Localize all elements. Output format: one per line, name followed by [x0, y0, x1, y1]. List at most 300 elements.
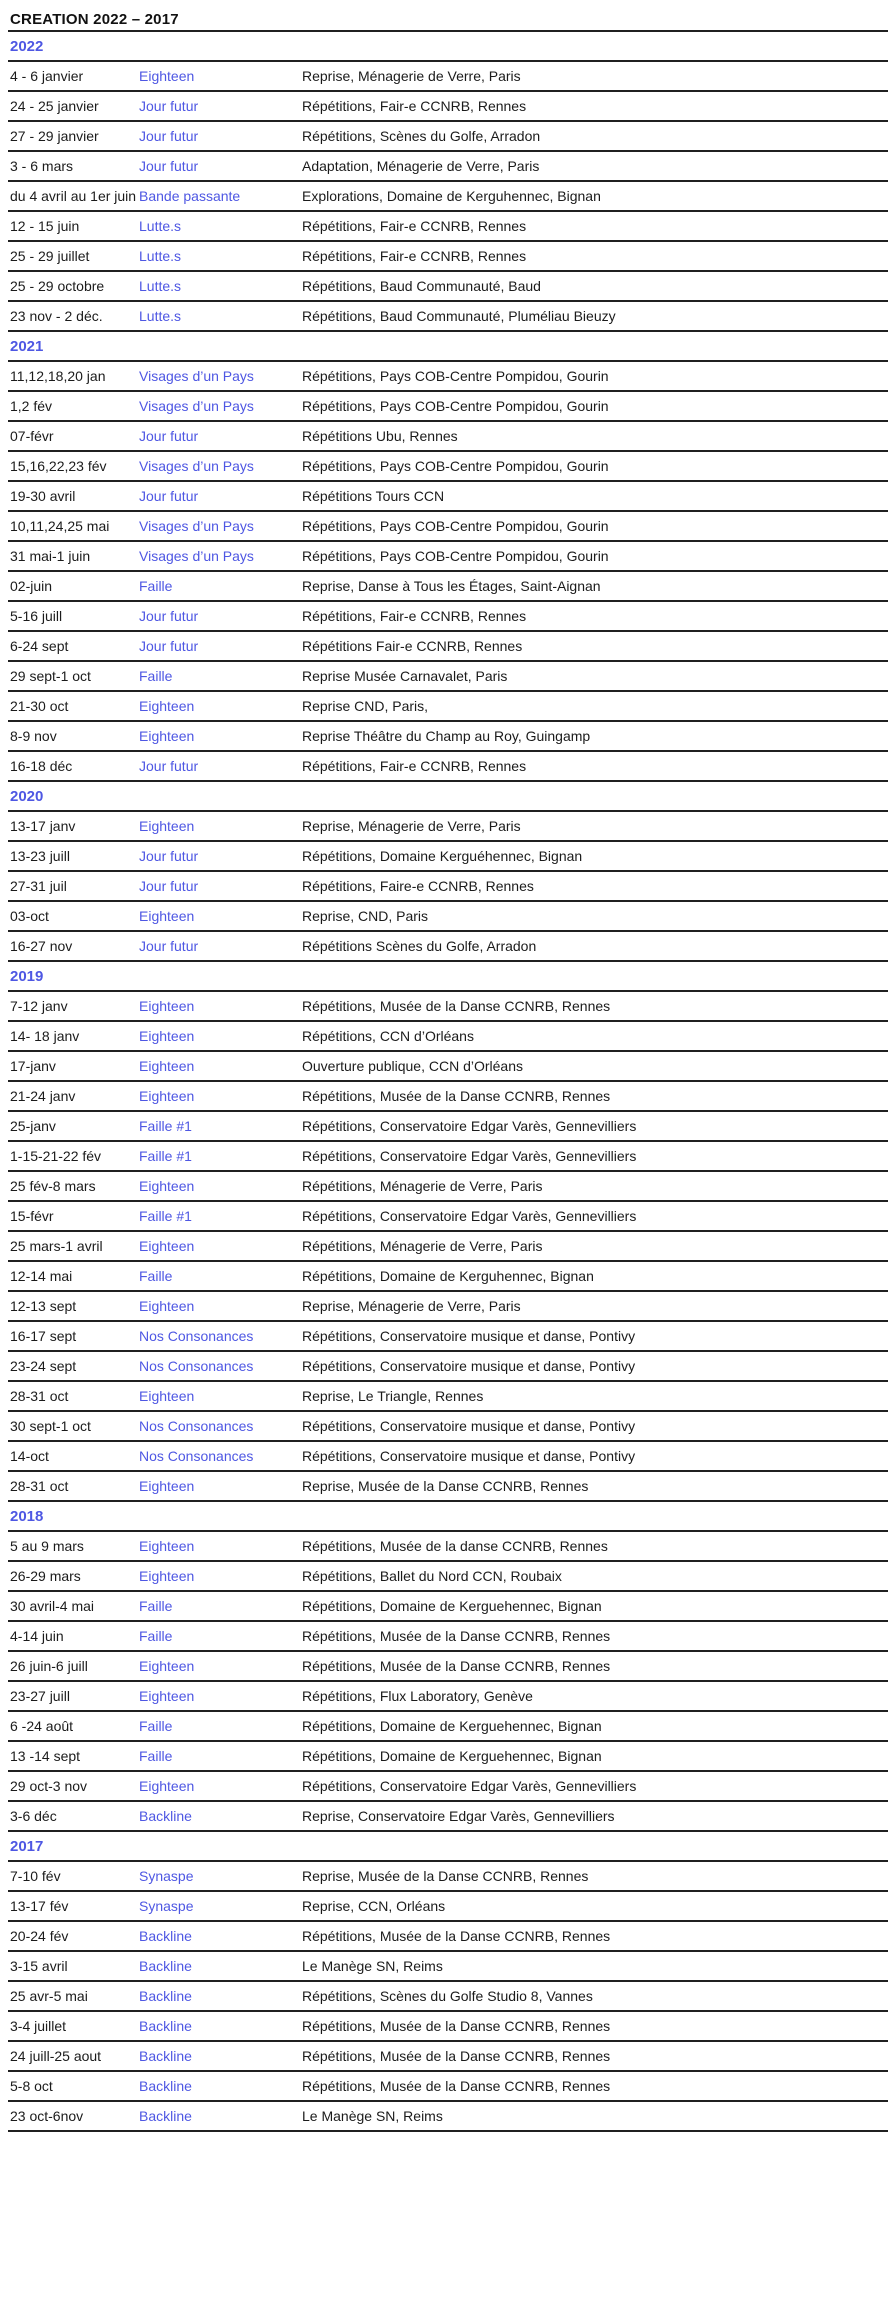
- event-date: 23-27 juill: [10, 1688, 70, 1704]
- event-description: Reprise, Ménagerie de Verre, Paris: [302, 68, 521, 84]
- event-project-cell: [139, 848, 302, 864]
- project-link[interactable]: Jour futur: [139, 488, 199, 504]
- project-link[interactable]: Jour futur: [139, 938, 199, 954]
- event-description: Reprise, Le Triangle, Rennes: [302, 1388, 484, 1404]
- table-row: [8, 122, 888, 152]
- event-date: 23 oct-6nov: [10, 2108, 84, 2124]
- project-link[interactable]: Faille: [139, 1268, 173, 1284]
- table-row: [8, 92, 888, 122]
- event-date: 4 - 6 janvier: [10, 68, 84, 84]
- project-link[interactable]: Visages d’un Pays: [139, 548, 254, 564]
- project-link[interactable]: Eighteen: [139, 1568, 195, 1584]
- event-description: Répétitions, CCN d’Orléans: [302, 1028, 474, 1044]
- project-link[interactable]: Backline: [139, 1958, 192, 1974]
- event-date: 27 - 29 janvier: [10, 128, 99, 144]
- event-date: 02-juin: [10, 578, 53, 594]
- table-row: [8, 1022, 888, 1052]
- project-link[interactable]: Visages d’un Pays: [139, 398, 254, 414]
- project-link[interactable]: Nos Consonances: [139, 1328, 254, 1344]
- table-row: [8, 1412, 888, 1442]
- event-description: Répétitions, Fair-e CCNRB, Rennes: [302, 98, 527, 114]
- table-row: [8, 1472, 888, 1502]
- event-description: Répétitions, Conservatoire Edgar Varès, Gennevilliers: [302, 1118, 637, 1134]
- event-date: 10,11,24,25 mai: [10, 518, 110, 534]
- event-description: Répétitions, Musée de la danse CCNRB, Rennes: [302, 1538, 608, 1554]
- event-date: 23 nov - 2 déc.: [10, 308, 103, 324]
- project-link[interactable]: Lutte.s: [139, 218, 182, 234]
- project-link[interactable]: Lutte.s: [139, 248, 182, 264]
- event-date: 12 - 15 juin: [10, 218, 80, 234]
- event-description: Répétitions, Ménagerie de Verre, Paris: [302, 1238, 543, 1254]
- project-link[interactable]: Backline: [139, 1988, 192, 2004]
- event-project-cell: [139, 1718, 302, 1734]
- project-link[interactable]: Faille: [139, 668, 173, 684]
- event-project-cell: [139, 668, 302, 684]
- event-project-cell: [139, 1478, 302, 1494]
- event-project-cell: [139, 368, 302, 384]
- event-date: 12-14 mai: [10, 1268, 73, 1284]
- project-link[interactable]: Visages d’un Pays: [139, 368, 254, 384]
- event-description: Répétitions, Domaine de Kerguehennec, Bignan: [302, 1748, 602, 1764]
- event-project-cell: [139, 818, 302, 834]
- event-date: 26-29 mars: [10, 1568, 81, 1584]
- event-description: Répétitions, Ménagerie de Verre, Paris: [302, 1178, 543, 1194]
- project-link[interactable]: Eighteen: [139, 908, 195, 924]
- event-description: Répétitions, Conservatoire Edgar Varès, Gennevilliers: [302, 1778, 637, 1794]
- event-date: 6-24 sept: [10, 638, 69, 654]
- event-date: 11,12,18,20 jan: [10, 368, 106, 384]
- event-description: Reprise, Musée de la Danse CCNRB, Rennes: [302, 1868, 589, 1884]
- event-date: 25-janv: [10, 1118, 56, 1134]
- table-row: [8, 1532, 888, 1562]
- event-description: Répétitions, Pays COB-Centre Pompidou, Gourin: [302, 368, 609, 384]
- event-project-cell: [139, 1898, 302, 1914]
- year-header: 2018: [8, 1502, 888, 1532]
- project-link[interactable]: Jour futur: [139, 638, 199, 654]
- project-link[interactable]: Nos Consonances: [139, 1418, 254, 1434]
- event-description: Reprise Théâtre du Champ au Roy, Guingamp: [302, 728, 591, 744]
- project-link[interactable]: Lutte.s: [139, 308, 182, 324]
- project-link[interactable]: Backline: [139, 2018, 192, 2034]
- event-project-cell: [139, 698, 302, 714]
- event-project-cell: [139, 1298, 302, 1314]
- event-date: 26 juin-6 juill: [10, 1658, 88, 1674]
- table-row: [8, 2012, 888, 2042]
- table-row: [8, 1802, 888, 1832]
- event-description: Répétitions, Domaine de Kerguehennec, Bignan: [302, 1718, 602, 1734]
- event-project-cell: [139, 608, 302, 624]
- project-link[interactable]: Eighteen: [139, 1028, 195, 1044]
- event-date: 3-15 avril: [10, 1958, 68, 1974]
- event-project-cell: [139, 1688, 302, 1704]
- table-row: [8, 1322, 888, 1352]
- event-date: 15-févr: [10, 1208, 54, 1224]
- table-row: [8, 482, 888, 512]
- page-title: CREATION 2022 – 2017: [8, 8, 888, 32]
- event-date: 8-9 nov: [10, 728, 57, 744]
- project-link[interactable]: Eighteen: [139, 698, 195, 714]
- table-row: [8, 302, 888, 332]
- event-project-cell: [139, 1058, 302, 1074]
- table-row: [8, 1682, 888, 1712]
- event-project-cell: [139, 248, 302, 264]
- table-row: [8, 752, 888, 782]
- event-description: Adaptation, Ménagerie de Verre, Paris: [302, 158, 540, 174]
- event-project-cell: [139, 1958, 302, 1974]
- table-row: [8, 362, 888, 392]
- event-date: 30 sept-1 oct: [10, 1418, 91, 1434]
- event-date: 3 - 6 mars: [10, 158, 74, 174]
- event-date: 29 oct-3 nov: [10, 1778, 88, 1794]
- event-description: Répétitions, Pays COB-Centre Pompidou, Gourin: [302, 548, 609, 564]
- project-link[interactable]: Eighteen: [139, 1658, 195, 1674]
- project-link[interactable]: Backline: [139, 1928, 192, 1944]
- table-row: [8, 1112, 888, 1142]
- event-description: Répétitions, Baud Communauté, Baud: [302, 278, 541, 294]
- project-link[interactable]: Faille: [139, 578, 173, 594]
- event-project-cell: [139, 1568, 302, 1584]
- event-description: Répétitions, Domaine de Kerguehennec, Bignan: [302, 1598, 602, 1614]
- event-description: Répétitions, Musée de la Danse CCNRB, Rennes: [302, 1628, 611, 1644]
- event-date: 25 - 29 octobre: [10, 278, 105, 294]
- project-link[interactable]: Visages d’un Pays: [139, 518, 254, 534]
- project-link[interactable]: Eighteen: [139, 818, 195, 834]
- event-project-cell: [139, 1388, 302, 1404]
- event-project-cell: [139, 458, 302, 474]
- event-project-cell: [139, 1748, 302, 1764]
- table-row: [8, 1382, 888, 1412]
- event-date: 25 fév-8 mars: [10, 1178, 96, 1194]
- event-date: 5-16 juill: [10, 608, 63, 624]
- event-project-cell: [139, 2078, 302, 2094]
- table-row: [8, 572, 888, 602]
- event-description: Répétitions, Musée de la Danse CCNRB, Rennes: [302, 1928, 611, 1944]
- event-project-cell: [139, 1118, 302, 1134]
- event-project-cell: [139, 1328, 302, 1344]
- project-link[interactable]: Faille: [139, 1598, 173, 1614]
- project-link[interactable]: Eighteen: [139, 1178, 195, 1194]
- event-description: Répétitions Tours CCN: [302, 488, 445, 504]
- event-project-cell: [139, 938, 302, 954]
- event-description: Reprise, Ménagerie de Verre, Paris: [302, 818, 521, 834]
- project-link[interactable]: Faille: [139, 1628, 173, 1644]
- project-link[interactable]: Eighteen: [139, 728, 195, 744]
- event-description: Répétitions, Musée de la Danse CCNRB, Rennes: [302, 2018, 611, 2034]
- event-date: 16-27 nov: [10, 938, 73, 954]
- event-date: 7-10 fév: [10, 1868, 61, 1884]
- event-project-cell: [139, 1868, 302, 1884]
- event-description: Ouverture publique, CCN d’Orléans: [302, 1058, 523, 1074]
- event-project-cell: [139, 1628, 302, 1644]
- project-link[interactable]: Jour futur: [139, 878, 199, 894]
- table-row: [8, 902, 888, 932]
- table-row: [8, 1862, 888, 1892]
- project-link[interactable]: Eighteen: [139, 1538, 195, 1554]
- table-row: [8, 632, 888, 662]
- event-description: Répétitions, Domaine de Kerguhennec, Bignan: [302, 1268, 594, 1284]
- event-date: 31 mai-1 juin: [10, 548, 91, 564]
- table-row: [8, 1172, 888, 1202]
- project-link[interactable]: Eighteen: [139, 998, 195, 1014]
- event-date: 27-31 juil: [10, 878, 67, 894]
- event-description: Répétitions, Musée de la Danse CCNRB, Rennes: [302, 1088, 611, 1104]
- event-project-cell: [139, 1808, 302, 1824]
- year-header: 2021: [8, 332, 888, 362]
- table-row: [8, 272, 888, 302]
- event-project-cell: [139, 2018, 302, 2034]
- event-project-cell: [139, 1448, 302, 1464]
- event-description: Répétitions, Fair-e CCNRB, Rennes: [302, 218, 527, 234]
- event-date: 19-30 avril: [10, 488, 76, 504]
- project-link[interactable]: Faille: [139, 1748, 173, 1764]
- event-description: Répétitions, Scènes du Golfe, Arradon: [302, 128, 541, 144]
- table-row: [8, 152, 888, 182]
- project-link[interactable]: Eighteen: [139, 1778, 195, 1794]
- event-date: 3-4 juillet: [10, 2018, 67, 2034]
- event-project-cell: [139, 1988, 302, 2004]
- event-project-cell: [139, 1088, 302, 1104]
- event-date: 28-31 oct: [10, 1388, 69, 1404]
- event-project-cell: [139, 2108, 302, 2124]
- event-project-cell: [139, 308, 302, 324]
- table-row: [8, 1292, 888, 1322]
- project-link[interactable]: Backline: [139, 2048, 192, 2064]
- event-description: Répétitions, Musée de la Danse CCNRB, Rennes: [302, 2048, 611, 2064]
- event-date: du 4 avril au 1er juin: [10, 188, 137, 204]
- table-row: [8, 932, 888, 962]
- event-description: Répétitions, Fair-e CCNRB, Rennes: [302, 248, 527, 264]
- project-link[interactable]: Jour futur: [139, 158, 199, 174]
- schedule-table: [8, 32, 888, 2132]
- event-project-cell: [139, 578, 302, 594]
- event-description: Répétitions, Faire-e CCNRB, Rennes: [302, 878, 534, 894]
- project-link[interactable]: Jour futur: [139, 428, 199, 444]
- table-row: [8, 992, 888, 1022]
- project-link[interactable]: Faille #1: [139, 1148, 192, 1164]
- event-date: 5-8 oct: [10, 2078, 53, 2094]
- table-row: [8, 722, 888, 752]
- event-description: Répétitions, Flux Laboratory, Genève: [302, 1688, 533, 1704]
- table-row: [8, 1982, 888, 2012]
- event-description: Répétitions, Conservatoire Edgar Varès, Gennevilliers: [302, 1208, 637, 1224]
- event-date: 12-13 sept: [10, 1298, 77, 1314]
- table-row: [8, 212, 888, 242]
- table-row: [8, 62, 888, 92]
- event-description: Reprise, Musée de la Danse CCNRB, Rennes: [302, 1478, 589, 1494]
- event-description: Répétitions, Conservatoire musique et danse, Pontivy: [302, 1448, 636, 1464]
- event-project-cell: [139, 128, 302, 144]
- event-project-cell: [139, 488, 302, 504]
- event-description: Explorations, Domaine de Kerguhennec, Bignan: [302, 188, 601, 204]
- event-date: 13-23 juill: [10, 848, 70, 864]
- project-link[interactable]: Nos Consonances: [139, 1448, 254, 1464]
- project-link[interactable]: Backline: [139, 2108, 192, 2124]
- project-link[interactable]: Eighteen: [139, 1688, 195, 1704]
- table-row: [8, 1742, 888, 1772]
- event-project-cell: [139, 638, 302, 654]
- event-description: Reprise Musée Carnavalet, Paris: [302, 668, 508, 684]
- event-description: Répétitions, Ballet du Nord CCN, Roubaix: [302, 1568, 562, 1584]
- table-row: [8, 1082, 888, 1112]
- event-date: 14-oct: [10, 1448, 49, 1464]
- event-date: 17-janv: [10, 1058, 56, 1074]
- event-project-cell: [139, 1028, 302, 1044]
- table-row: [8, 1142, 888, 1172]
- table-row: [8, 1262, 888, 1292]
- project-link[interactable]: Synaspe: [139, 1868, 194, 1884]
- project-link[interactable]: Visages d’un Pays: [139, 458, 254, 474]
- event-description: Répétitions, Musée de la Danse CCNRB, Rennes: [302, 1658, 611, 1674]
- project-link[interactable]: Jour futur: [139, 848, 199, 864]
- project-link[interactable]: Eighteen: [139, 1088, 195, 1104]
- event-project-cell: [139, 278, 302, 294]
- project-link[interactable]: Faille #1: [139, 1118, 192, 1134]
- project-link[interactable]: Eighteen: [139, 1298, 195, 1314]
- project-link[interactable]: Synaspe: [139, 1898, 194, 1914]
- table-row: [8, 1562, 888, 1592]
- event-description: Reprise, Ménagerie de Verre, Paris: [302, 1298, 521, 1314]
- event-project-cell: [139, 1778, 302, 1794]
- project-link[interactable]: Faille: [139, 1718, 173, 1734]
- event-project-cell: [139, 398, 302, 414]
- event-date: 7-12 janv: [10, 998, 68, 1014]
- project-link[interactable]: Eighteen: [139, 1478, 195, 1494]
- event-date: 25 - 29 juillet: [10, 248, 90, 264]
- event-date: 29 sept-1 oct: [10, 668, 91, 684]
- event-description: Reprise, Danse à Tous les Étages, Saint-Aignan: [302, 578, 601, 594]
- table-row: [8, 842, 888, 872]
- event-project-cell: [139, 428, 302, 444]
- event-description: Répétitions Fair-e CCNRB, Rennes: [302, 638, 523, 654]
- project-link[interactable]: Eighteen: [139, 1058, 195, 1074]
- event-project-cell: [139, 1358, 302, 1374]
- table-row: [8, 1352, 888, 1382]
- table-row: [8, 1052, 888, 1082]
- event-date: 4-14 juin: [10, 1628, 64, 1644]
- table-row: [8, 422, 888, 452]
- project-link[interactable]: Backline: [139, 1808, 192, 1824]
- event-date: 3-6 déc: [10, 1808, 57, 1824]
- event-project-cell: [139, 518, 302, 534]
- event-project-cell: [139, 1598, 302, 1614]
- event-project-cell: [139, 1238, 302, 1254]
- table-row: [8, 542, 888, 572]
- project-link[interactable]: Backline: [139, 2078, 192, 2094]
- event-description: Répétitions, Musée de la Danse CCNRB, Rennes: [302, 2078, 611, 2094]
- event-description: Répétitions, Conservatoire musique et danse, Pontivy: [302, 1418, 636, 1434]
- event-date: 13-17 janv: [10, 818, 76, 834]
- project-link[interactable]: Nos Consonances: [139, 1358, 254, 1374]
- table-row: [8, 1202, 888, 1232]
- event-date: 23-24 sept: [10, 1358, 77, 1374]
- event-description: Répétitions, Fair-e CCNRB, Rennes: [302, 608, 527, 624]
- table-row: [8, 1922, 888, 1952]
- year-header: 2020: [8, 782, 888, 812]
- project-link[interactable]: Faille #1: [139, 1208, 192, 1224]
- event-description: Reprise CND, Paris,: [302, 698, 429, 714]
- event-project-cell: [139, 158, 302, 174]
- project-link[interactable]: Jour futur: [139, 98, 199, 114]
- event-project-cell: [139, 2048, 302, 2064]
- event-date: 16-18 déc: [10, 758, 73, 774]
- table-row: [8, 1892, 888, 1922]
- table-row: [8, 1442, 888, 1472]
- project-link[interactable]: Eighteen: [139, 68, 195, 84]
- event-description: Répétitions, Conservatoire Edgar Varès, Gennevilliers: [302, 1148, 637, 1164]
- project-link[interactable]: Bande passante: [139, 188, 241, 204]
- project-link[interactable]: Eighteen: [139, 1238, 195, 1254]
- event-description: Répétitions Scènes du Golfe, Arradon: [302, 938, 537, 954]
- event-date: 24 - 25 janvier: [10, 98, 99, 114]
- event-date: 25 mars-1 avril: [10, 1238, 103, 1254]
- table-row: [8, 812, 888, 842]
- table-row: [8, 392, 888, 422]
- event-date: 16-17 sept: [10, 1328, 77, 1344]
- event-project-cell: [139, 1178, 302, 1194]
- project-link[interactable]: Jour futur: [139, 128, 199, 144]
- event-project-cell: [139, 998, 302, 1014]
- table-row: [8, 1652, 888, 1682]
- table-row: [8, 1952, 888, 1982]
- table-row: [8, 1622, 888, 1652]
- table-row: [8, 602, 888, 632]
- event-description: Reprise, CCN, Orléans: [302, 1898, 446, 1914]
- event-date: 6 -24 août: [10, 1718, 74, 1734]
- table-row: [8, 692, 888, 722]
- event-project-cell: [139, 188, 302, 204]
- event-description: Répétitions, Conservatoire musique et danse, Pontivy: [302, 1328, 636, 1344]
- event-description: Répétitions, Conservatoire musique et danse, Pontivy: [302, 1358, 636, 1374]
- event-project-cell: [139, 1148, 302, 1164]
- table-row: [8, 2072, 888, 2102]
- event-date: 20-24 fév: [10, 1928, 69, 1944]
- event-project-cell: [139, 1928, 302, 1944]
- event-date: 07-févr: [10, 428, 54, 444]
- project-link[interactable]: Eighteen: [139, 1388, 195, 1404]
- project-link[interactable]: Lutte.s: [139, 278, 182, 294]
- event-date: 14- 18 janv: [10, 1028, 80, 1044]
- event-description: Répétitions, Fair-e CCNRB, Rennes: [302, 758, 527, 774]
- event-description: Répétitions, Musée de la Danse CCNRB, Rennes: [302, 998, 611, 1014]
- event-description: Le Manège SN, Reims: [302, 1958, 443, 1974]
- event-date: 1,2 fév: [10, 398, 53, 414]
- event-description: Répétitions, Domaine Kerguéhennec, Bignan: [302, 848, 583, 864]
- event-project-cell: [139, 1208, 302, 1224]
- event-date: 24 juill-25 aout: [10, 2048, 102, 2064]
- table-row: [8, 512, 888, 542]
- event-description: Le Manège SN, Reims: [302, 2108, 443, 2124]
- event-date: 13 -14 sept: [10, 1748, 81, 1764]
- project-link[interactable]: Jour futur: [139, 758, 199, 774]
- project-link[interactable]: Jour futur: [139, 608, 199, 624]
- table-row: [8, 1592, 888, 1622]
- event-date: 25 avr-5 mai: [10, 1988, 88, 2004]
- event-date: 1-15-21-22 fév: [10, 1148, 102, 1164]
- event-project-cell: [139, 98, 302, 114]
- event-date: 21-30 oct: [10, 698, 69, 714]
- event-description: Reprise, Conservatoire Edgar Varès, Gennevilliers: [302, 1808, 615, 1824]
- event-description: Répétitions, Baud Communauté, Pluméliau Bieuzy: [302, 308, 616, 324]
- year-header: 2022: [8, 32, 888, 62]
- table-row: [8, 452, 888, 482]
- event-description: Répétitions, Scènes du Golfe Studio 8, Vannes: [302, 1988, 593, 2004]
- event-project-cell: [139, 758, 302, 774]
- event-description: Répétitions, Pays COB-Centre Pompidou, Gourin: [302, 398, 609, 414]
- creation-schedule-document: [8, 0, 888, 2132]
- event-description: Répétitions, Pays COB-Centre Pompidou, Gourin: [302, 458, 609, 474]
- event-date: 28-31 oct: [10, 1478, 69, 1494]
- table-row: [8, 182, 888, 212]
